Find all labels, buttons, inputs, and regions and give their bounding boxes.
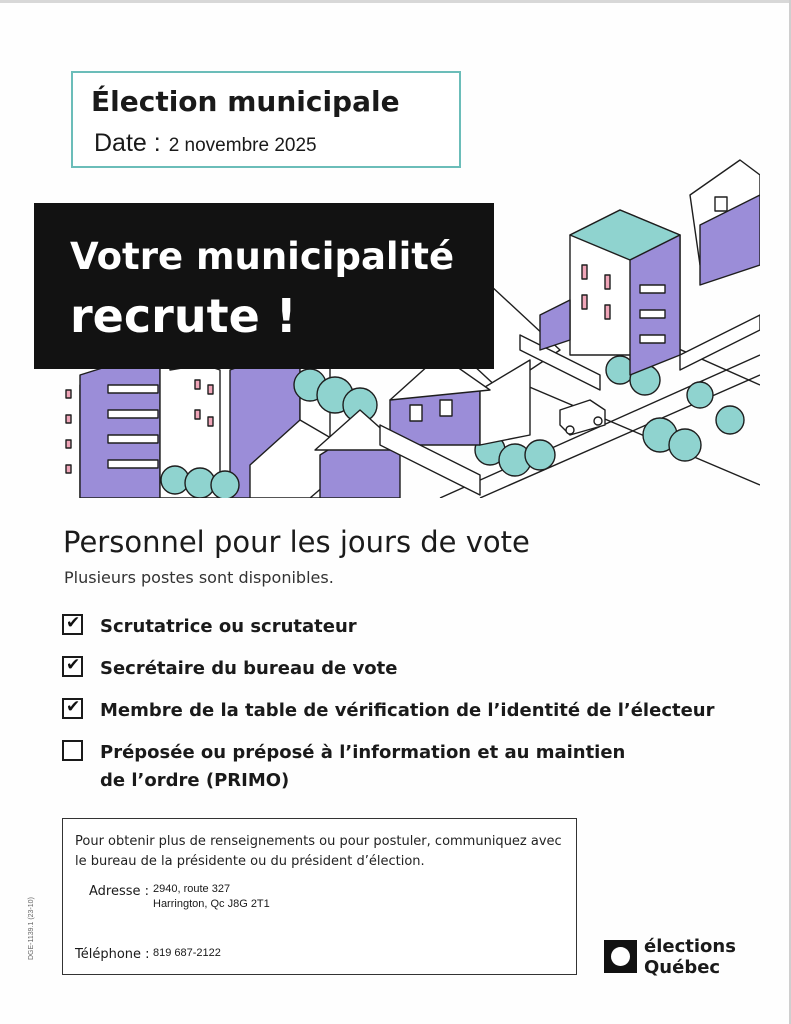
address-label: Adresse :: [89, 884, 150, 899]
job-label-line-1: Préposée ou préposé à l’information et au maintien: [100, 742, 626, 763]
job-label: Scrutatrice ou scrutateur: [100, 616, 357, 637]
logo-word-elections: élections: [644, 936, 736, 957]
job-label-line-2: de l’ordre (PRIMO): [100, 770, 290, 791]
form-code: DGE-1139.1 (23-10): [28, 897, 35, 960]
job-label: Secrétaire du bureau de vote: [100, 658, 398, 679]
checkbox-icon: [62, 698, 83, 719]
banner-line-1: Votre municipalité: [70, 235, 455, 278]
contact-info-box: [62, 818, 577, 975]
checkmark-icon: ✔: [66, 613, 81, 633]
phone-label: Téléphone :: [75, 947, 150, 962]
recruiting-banner: [34, 203, 494, 369]
checkbox-icon: [62, 740, 83, 761]
banner-line-2: recrute !: [70, 289, 297, 343]
contact-intro: Pour obtenir plus de renseignements ou pour postuler, communiquez avec le bureau de la présidente ou du président d’élection.: [75, 834, 562, 869]
election-header-box: [71, 71, 461, 168]
checkmark-icon: ✔: [66, 655, 81, 675]
elections-quebec-logo-icon: [604, 940, 637, 973]
staff-title: Personnel pour les jours de vote: [63, 525, 530, 559]
staff-subtitle: Plusieurs postes sont disponibles.: [64, 568, 334, 587]
date-value: 2 novembre 2025: [168, 135, 317, 156]
election-title: Élection municipale: [91, 85, 400, 118]
job-label: Membre de la table de vérification de l’identité de l’électeur: [100, 700, 715, 721]
logo-word-quebec: Québec: [644, 957, 721, 978]
checkbox-icon: [62, 614, 83, 635]
elections-quebec-logo: [604, 936, 754, 980]
checkmark-icon: ✔: [66, 697, 81, 717]
address-line-2: Harrington, Qc J8G 2T1: [153, 898, 270, 910]
phone-value: 819 687-2122: [153, 947, 221, 959]
top-edge-line: [0, 0, 791, 3]
checkbox-icon: [62, 656, 83, 677]
address-line-1: 2940, route 327: [153, 883, 231, 895]
election-date: [94, 129, 317, 158]
date-label: Date :: [94, 129, 161, 157]
